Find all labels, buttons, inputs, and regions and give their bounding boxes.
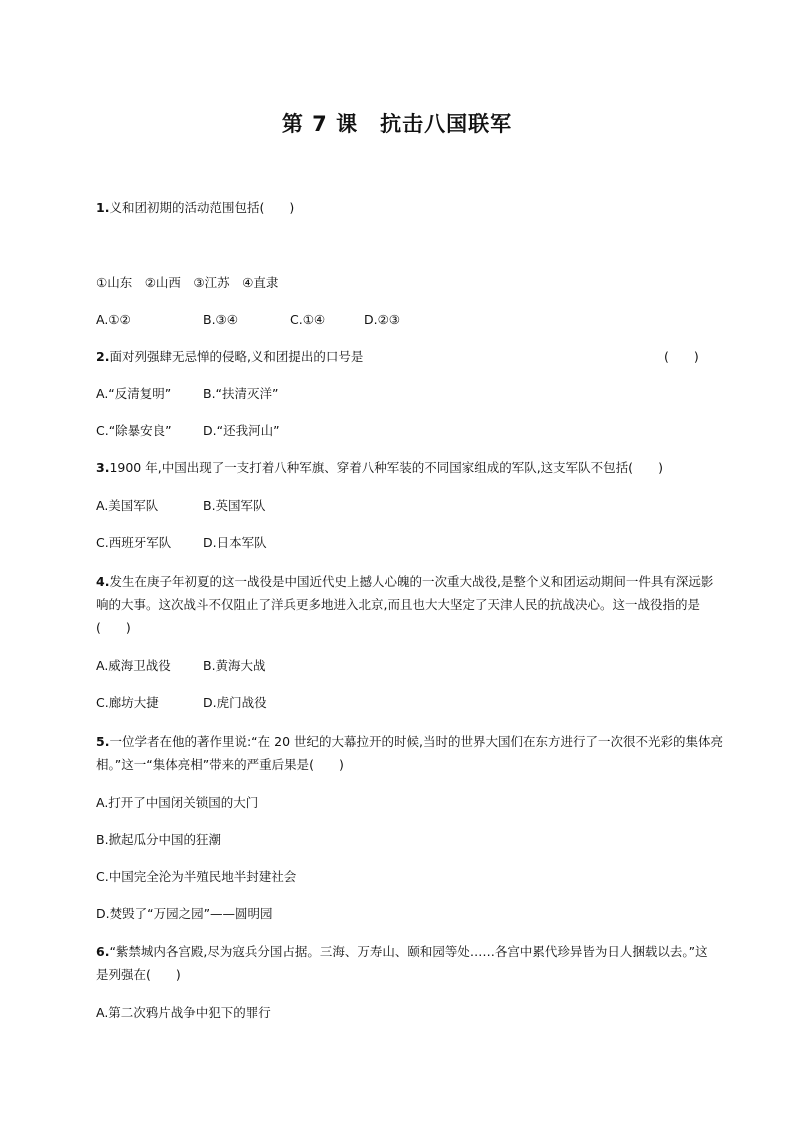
question-4-stem-line1 — [96, 571, 713, 593]
question-number: 1. — [96, 200, 110, 215]
option-d: D.“还我河山” — [203, 423, 280, 438]
option-a: A.打开了中国闭关锁国的大门 — [96, 795, 259, 810]
question-1-items: ①山东 ②山西 ③江苏 ④直隶 — [96, 275, 279, 290]
option-d: D.焚毁了“万园之园”——圆明园 — [96, 906, 273, 921]
question-2-stem — [96, 346, 363, 368]
question-number: 3. — [96, 460, 110, 475]
question-text: 面对列强肆无忌惮的侵略,义和团提出的口号是 — [109, 349, 364, 364]
question-number: 2. — [96, 349, 110, 364]
question-text: “紫禁城内各宫殿,尽为寇兵分国占据。三海、万寿山、颐和园等处……各宫中累代珍异皆为日人捆载以去。”这 — [109, 944, 708, 959]
question-3-options-row1 — [96, 495, 266, 517]
option-d: D.②③ — [364, 312, 401, 327]
question-4-stem-line3: ( ) — [96, 620, 131, 635]
option-a: A.第二次鸦片战争中犯下的罪行 — [96, 1005, 271, 1020]
option-c: C.西班牙军队 — [96, 535, 172, 550]
option-c: C.廊坊大捷 — [96, 695, 159, 710]
option-d: D.日本军队 — [203, 535, 267, 550]
option-b: B.“扶清灭洋” — [203, 386, 279, 401]
option-d: D.虎门战役 — [203, 695, 267, 710]
option-a: A.“反清复明” — [96, 386, 172, 401]
option-a: A.美国军队 — [96, 498, 159, 513]
question-4-stem-line2: 响的大事。这次战斗不仅阻止了洋兵更多地进入北京,而且也大大坚定了天津人民的抗战决心。这一战役指的是 — [96, 597, 700, 612]
option-a: A.①② — [96, 312, 131, 327]
question-number: 4. — [96, 574, 110, 589]
option-c: C.①④ — [290, 312, 326, 327]
answer-paren: ( ) — [664, 349, 699, 364]
question-text: 一位学者在他的著作里说:“在 20 世纪的大幕拉开的时候,当时的世界大国们在东方进行了一次很不光彩的集体亮 — [109, 734, 723, 749]
question-2-options-row2 — [96, 420, 280, 442]
question-5-stem-line1 — [96, 731, 723, 753]
question-3-stem — [96, 457, 663, 479]
question-1-options — [96, 309, 400, 331]
option-a: A.威海卫战役 — [96, 658, 171, 673]
question-4-options-row1 — [96, 655, 266, 677]
question-6-stem-line2: 是列强在( ) — [96, 967, 181, 982]
option-b: B.英国军队 — [203, 498, 266, 513]
question-6-stem-line1 — [96, 941, 708, 963]
question-3-options-row2 — [96, 532, 267, 554]
question-text: 发生在庚子年初夏的这一战役是中国近代史上撼人心魄的一次重大战役,是整个义和团运动期间一件具有深远影 — [109, 574, 714, 589]
option-b: B.③④ — [203, 312, 238, 327]
question-text: 1900 年,中国出现了一支打着八种军旗、穿着八种军装的不同国家组成的军队,这支军队不包括( ) — [109, 460, 663, 475]
option-c: C.“除暴安良” — [96, 423, 172, 438]
question-number: 5. — [96, 734, 110, 749]
question-number: 6. — [96, 944, 110, 959]
question-text: 义和团初期的活动范围包括( ) — [109, 200, 295, 215]
question-5-stem-line2: 相。”这一“集体亮相”带来的严重后果是( ) — [96, 757, 344, 772]
question-4-options-row2 — [96, 692, 267, 714]
option-b: B.黄海大战 — [203, 658, 266, 673]
page-title: 第 7 课 抗击八国联军 — [281, 112, 513, 136]
option-c: C.中国完全沦为半殖民地半封建社会 — [96, 869, 297, 884]
question-2-options-row1 — [96, 383, 279, 405]
option-b: B.掀起瓜分中国的狂潮 — [96, 832, 222, 847]
question-1-stem — [96, 197, 294, 219]
